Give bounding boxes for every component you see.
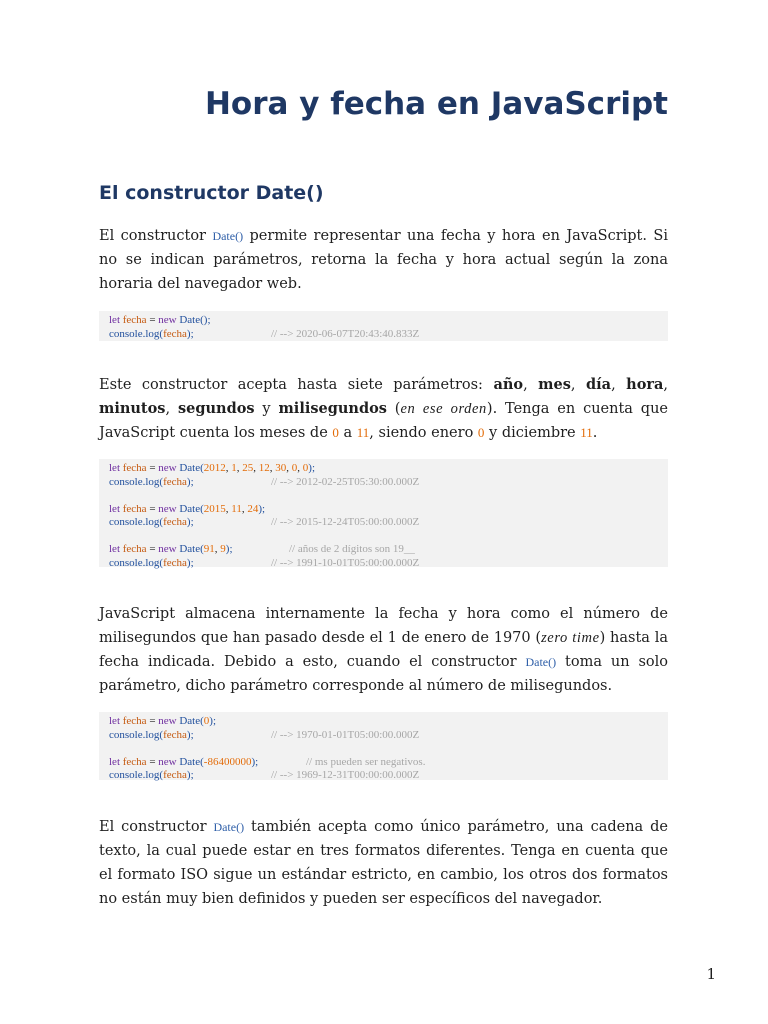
- inline-code-date: Date(): [212, 229, 244, 243]
- code-line: console.log(fecha); // --> 1970-01-01T05:00:00.000Z: [109, 728, 420, 741]
- code-line: console.log(fecha); // --> 1969-12-31T00:00:00.000Z: [109, 769, 420, 781]
- code-comment: // --> 1969-12-31T00:00:00.000Z: [271, 769, 420, 781]
- code-comment: // ms pueden ser negativos.: [306, 755, 426, 768]
- paragraph-zero-time: JavaScript almacena internamente la fecha y hora como el número de milisegundos que han pasado desde el 1 de enero de 1970 (zero time) hasta la fecha indicada. Debido a esto, cuando el constructor Date() toma un solo parámetro, dicho parámetro corresponde al número de milisegundos.: [99, 606, 669, 694]
- code-line: let fecha = new Date(0);: [109, 715, 217, 727]
- paragraph-string-formats: El constructor Date() también acepta como único parámetro, una cadena de texto, la cual puede estar en tres formatos diferentes. Tenga en cuenta que el formato ISO sigue un estándar estricto, en cambio, los otros dos formatos no están muy bien definidos y pueden ser específicos del navegador.: [99, 819, 668, 907]
- code-block-1: [99, 311, 668, 341]
- paragraph-parameters: Este constructor acepta hasta siete parámetros: año, mes, día, hora, minutos, segundos y milisegundos (en ese orden). Tenga en cuenta que JavaScript cuenta los meses de 0 a 11, siendo enero 0 y diciembre 11.: [99, 376, 669, 441]
- code-line: let fecha = new Date(91, 9); // años de 2 dígitos son 19__: [109, 543, 415, 555]
- code-line: let fecha = new Date(2012, 1, 25, 12, 30, 0, 0);: [109, 462, 316, 474]
- code-line: console.log(fecha); // --> 2020-06-07T20:43:40.833Z: [109, 327, 420, 340]
- page-number: 1: [706, 965, 716, 983]
- code-comment: // años de 2 dígitos son 19__: [289, 543, 415, 555]
- code-comment: // --> 2020-06-07T20:43:40.833Z: [271, 327, 420, 340]
- inline-code-date: Date(): [525, 655, 557, 669]
- code-line: console.log(fecha); // --> 1991-10-01T05:00:00.000Z: [109, 556, 420, 569]
- paragraph-intro: El constructor Date() permite representar una fecha y hora en JavaScript. Si no se indican parámetros, retorna la fecha y hora actual según la zona horaria del navegador web.: [99, 228, 668, 292]
- code-line: let fecha = new Date();: [109, 314, 211, 326]
- code-block-3: [99, 712, 668, 780]
- code-line: let fecha = new Date(2015, 11, 24);: [109, 502, 266, 515]
- code-comment: // --> 2015-12-24T05:00:00.000Z: [271, 516, 420, 528]
- inline-code-date: Date(): [213, 820, 245, 834]
- code-line: console.log(fecha); // --> 2015-12-24T05:00:00.000Z: [109, 516, 420, 528]
- code-comment: // --> 1970-01-01T05:00:00.000Z: [271, 728, 420, 741]
- code-block-2: [99, 459, 668, 567]
- code-line: let fecha = new Date(-86400000); // ms pueden ser negativos.: [109, 755, 426, 768]
- section-heading: El constructor Date(): [99, 182, 324, 204]
- page-title: Hora y fecha en JavaScript: [204, 86, 668, 122]
- code-line: console.log(fecha); // --> 2012-02-25T05:30:00.000Z: [109, 475, 420, 488]
- code-comment: // --> 1991-10-01T05:00:00.000Z: [271, 556, 420, 569]
- code-comment: // --> 2012-02-25T05:30:00.000Z: [271, 475, 420, 488]
